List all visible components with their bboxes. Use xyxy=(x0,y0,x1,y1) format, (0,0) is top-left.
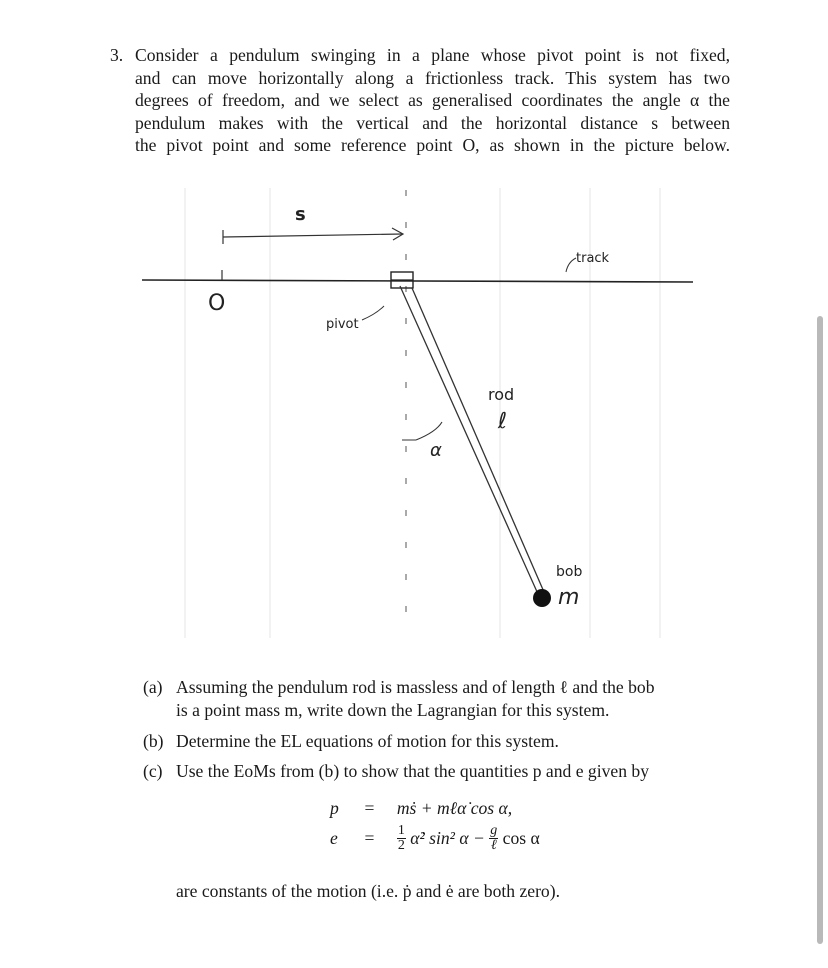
eq-p-equals: = xyxy=(364,798,375,818)
pendulum-figure xyxy=(140,178,700,648)
eq-e-mid: α̇² sin² α − xyxy=(410,828,485,848)
equation-p xyxy=(330,798,512,819)
frac-den: 2 xyxy=(397,838,405,853)
part-line: Assuming the pendulum rod is massless and of length ℓ and the bob xyxy=(176,677,655,697)
track-pointer xyxy=(566,258,576,272)
part-a xyxy=(143,676,743,730)
frac-num: g xyxy=(490,823,498,838)
part-label: (c) xyxy=(143,761,163,781)
label-pivot: pivot xyxy=(326,317,359,332)
label-l: ℓ xyxy=(498,409,508,434)
alpha-arc xyxy=(416,422,442,440)
part-label: (b) xyxy=(143,731,164,751)
scrollbar[interactable] xyxy=(817,316,823,944)
closing-text: are constants of the motion (i.e. ṗ and ė are both zero). xyxy=(176,881,560,901)
intro-line: Consider a pendulum swinging in a plane whose pivot point is not fixed, xyxy=(135,45,730,65)
problem-intro xyxy=(135,44,730,157)
problem-number: 3. xyxy=(110,45,124,65)
part-c xyxy=(143,760,743,790)
part-b xyxy=(143,730,743,760)
s-arrow-shaft xyxy=(223,234,402,237)
label-O: O xyxy=(208,291,226,316)
intro-line: degrees of freedom, and we select as generalised coordinates the angle α the xyxy=(135,90,730,111)
eq-p-rhs: mṡ + mℓα̇ cos α, xyxy=(396,798,513,818)
bob-mass xyxy=(533,589,551,607)
intro-line: and can move horizontally along a frictionless track. This system has two xyxy=(135,67,730,88)
frac-num: 1 xyxy=(397,823,405,838)
label-alpha: α xyxy=(430,440,442,461)
track-line xyxy=(142,280,693,282)
eq-e-end: cos α xyxy=(502,828,540,848)
eq-e-equals: = xyxy=(364,828,375,848)
label-m: m xyxy=(558,585,580,610)
part-line: Determine the EL equations of motion for this system. xyxy=(176,731,559,751)
label-rod: rod xyxy=(488,385,515,404)
label-bob: bob xyxy=(556,564,583,580)
frac-den: ℓ xyxy=(490,838,497,853)
eq-p-lhs: p xyxy=(330,798,339,818)
sub-questions xyxy=(143,676,743,790)
frac-one-half xyxy=(397,824,406,853)
part-label: (a) xyxy=(143,677,163,697)
rod-line-1 xyxy=(400,286,538,594)
equation-e xyxy=(330,824,540,853)
eq-e-lhs: e xyxy=(330,828,338,848)
label-track: track xyxy=(576,251,610,266)
intro-line: the pivot point and some reference point O, as shown in the picture below. xyxy=(135,135,730,156)
part-line: Use the EoMs from (b) to show that the quantities p and e given by xyxy=(176,761,649,781)
pivot-pointer xyxy=(362,306,384,320)
frac-g-over-l xyxy=(489,824,498,853)
label-s: s xyxy=(295,204,306,225)
intro-line: pendulum makes with the vertical and the horizontal distance s between xyxy=(135,112,730,133)
part-line: is a point mass m, write down the Lagrangian for this system. xyxy=(176,700,610,720)
